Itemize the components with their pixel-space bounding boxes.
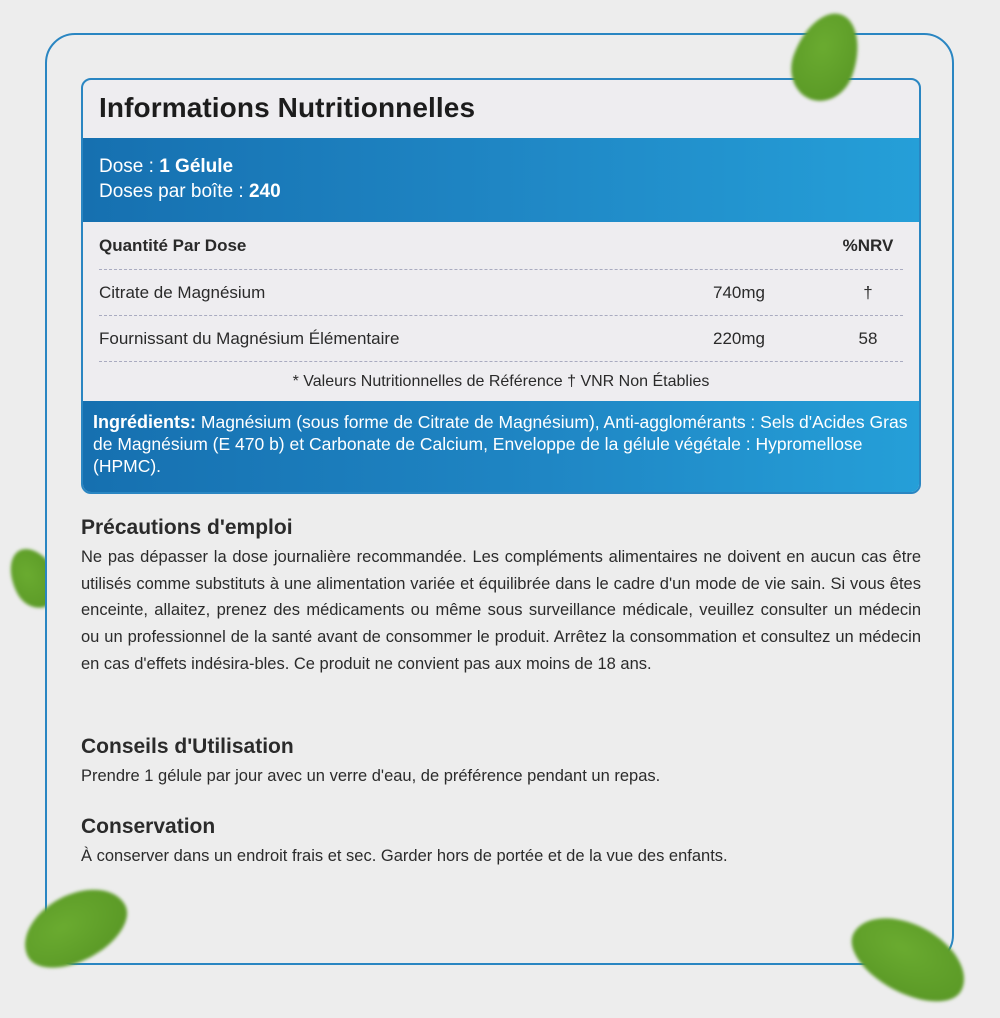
card-title: Informations Nutritionnelles [99, 92, 476, 123]
section-text: Prendre 1 gélule par jour avec un verre d'eau, de préférence pendant un repas. [81, 767, 661, 785]
doses-box-label: Doses par boîte : [99, 181, 249, 202]
row-name: Fournissant du Magnésium Élémentaire [99, 328, 400, 348]
ingredients-label: Ingrédients: [93, 412, 197, 432]
section-text: À conserver dans un endroit frais et sec. Garder hors de portée et de la vue des enfants. [81, 847, 728, 865]
dose-label: Dose : [99, 156, 160, 177]
row-nrv: 58 [858, 328, 878, 348]
dose-line [99, 154, 919, 179]
table-header [99, 222, 903, 270]
row-amount: 220mg [713, 328, 765, 348]
section-usage [81, 735, 921, 790]
ingredients-block [83, 401, 919, 492]
section-title: Conservation [81, 815, 216, 838]
nutrition-table [83, 222, 919, 406]
doses-box-value: 240 [248, 181, 281, 202]
row-amount: 740mg [713, 282, 765, 302]
row-nrv: † [863, 282, 873, 302]
doses-box-line [99, 179, 919, 204]
section-conservation [81, 815, 921, 870]
section-precautions [81, 516, 921, 678]
header-nrv: %NRV [842, 235, 894, 255]
dose-value: 1 Gélule [159, 156, 234, 177]
ingredients-text: Magnésium (sous forme de Citrate de Magnésium), Anti-agglomérants : Sels d'Acides Gras de Magnésium (E 470 b) et Carbonate de Calcium, Enveloppe de la gélule végétale : Hypromellose (HPMC). [93, 412, 908, 476]
header-quantity: Quantité Par Dose [99, 235, 247, 255]
dose-band [83, 138, 919, 222]
section-title: Précautions d'emploi [81, 516, 293, 539]
table-row [99, 316, 903, 362]
row-name: Citrate de Magnésium [99, 282, 266, 302]
table-footnote: * Valeurs Nutritionnelles de Référence † VNR Non Établies [292, 373, 710, 390]
section-text: Ne pas dépasser la dose journalière recommandée. Les compléments alimentaires ne doivent en aucun cas être utilisés comme substituts à une alimentation variée et équilibrée dans le cadre d'un mode de vie sain. Si vous êtes enceinte, allaitez, prenez des médicaments ou même sous surveillance médicale, veuillez consulter un médecin ou un professionnel de la santé avant de consommer le produit. Arrêtez la consommation et consultez un médecin en cas d'effets indésira-bles. Ce produit ne convient pas aux moins de 18 ans. [81, 548, 921, 673]
table-row [99, 270, 903, 316]
nutrition-card [81, 78, 921, 494]
section-title: Conseils d'Utilisation [81, 735, 294, 758]
